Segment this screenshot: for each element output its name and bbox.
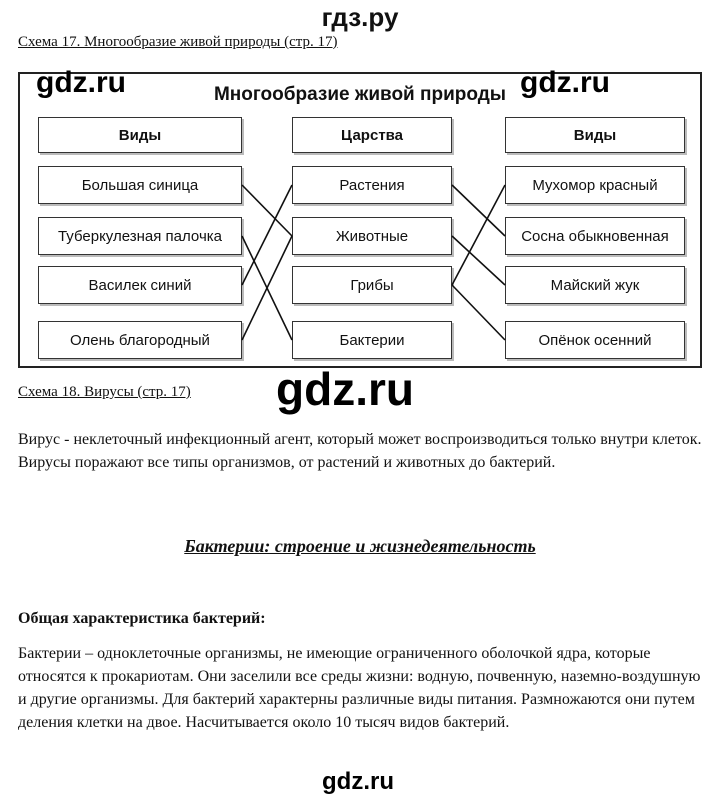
right-item-4: Опёнок осенний bbox=[505, 321, 685, 359]
right-item-2: Сосна обыкновенная bbox=[505, 217, 685, 255]
left-item-4: Олень благородный bbox=[38, 321, 242, 359]
left-item-3: Василек синий bbox=[38, 266, 242, 304]
watermark-top-left: gdz.ru bbox=[36, 66, 126, 99]
watermark-bottom: gdz.ru bbox=[322, 768, 394, 795]
scheme17-title: Многообразие живой природы bbox=[213, 84, 507, 105]
bacteria-description: Бактерии – одноклеточные организмы, не имеющие ограниченного оболочкой ядра, которые относятся к прокариотам. Они заселили все среды жизни: водную, почвенную, наземно-воздушную и другие организмы. Для бактерий характерны различные виды питания. Размножаются они путем деления клетки на двое. Насчитывается около 10 тысяч видов бактерий. bbox=[18, 645, 701, 731]
virus-description: Вирус - неклеточный инфекционный агент, который может воспроизводиться только внутри клеток. Вирусы поражают все типы организмов, от растений и животных до бактерий. bbox=[18, 431, 702, 471]
right-item-1: Мухомор красный bbox=[505, 166, 685, 204]
left-column-header: Виды bbox=[38, 117, 242, 153]
watermark-top-right: gdz.ru bbox=[520, 66, 610, 99]
right-column-header: Виды bbox=[505, 117, 685, 153]
middle-item-4: Бактерии bbox=[292, 321, 452, 359]
bacteria-subheading: Общая характеристика бактерий: bbox=[18, 610, 266, 627]
scheme17-caption: Схема 17. Многообразие живой природы (стр. 17) bbox=[18, 34, 338, 50]
right-item-3: Майский жук bbox=[505, 266, 685, 304]
left-item-1: Большая синица bbox=[38, 166, 242, 204]
middle-item-3: Грибы bbox=[292, 266, 452, 304]
watermark-center: gdz.ru bbox=[276, 363, 414, 415]
left-item-2: Туберкулезная палочка bbox=[38, 217, 242, 255]
middle-column-header: Царства bbox=[292, 117, 452, 153]
middle-item-1: Растения bbox=[292, 166, 452, 204]
scheme18-caption: Схема 18. Вирусы (стр. 17) bbox=[18, 384, 191, 400]
bacteria-section-title: Бактерии: строение и жизнедеятельность bbox=[184, 536, 536, 556]
middle-item-2: Животные bbox=[292, 217, 452, 255]
site-title: гдз.ру bbox=[321, 2, 399, 32]
